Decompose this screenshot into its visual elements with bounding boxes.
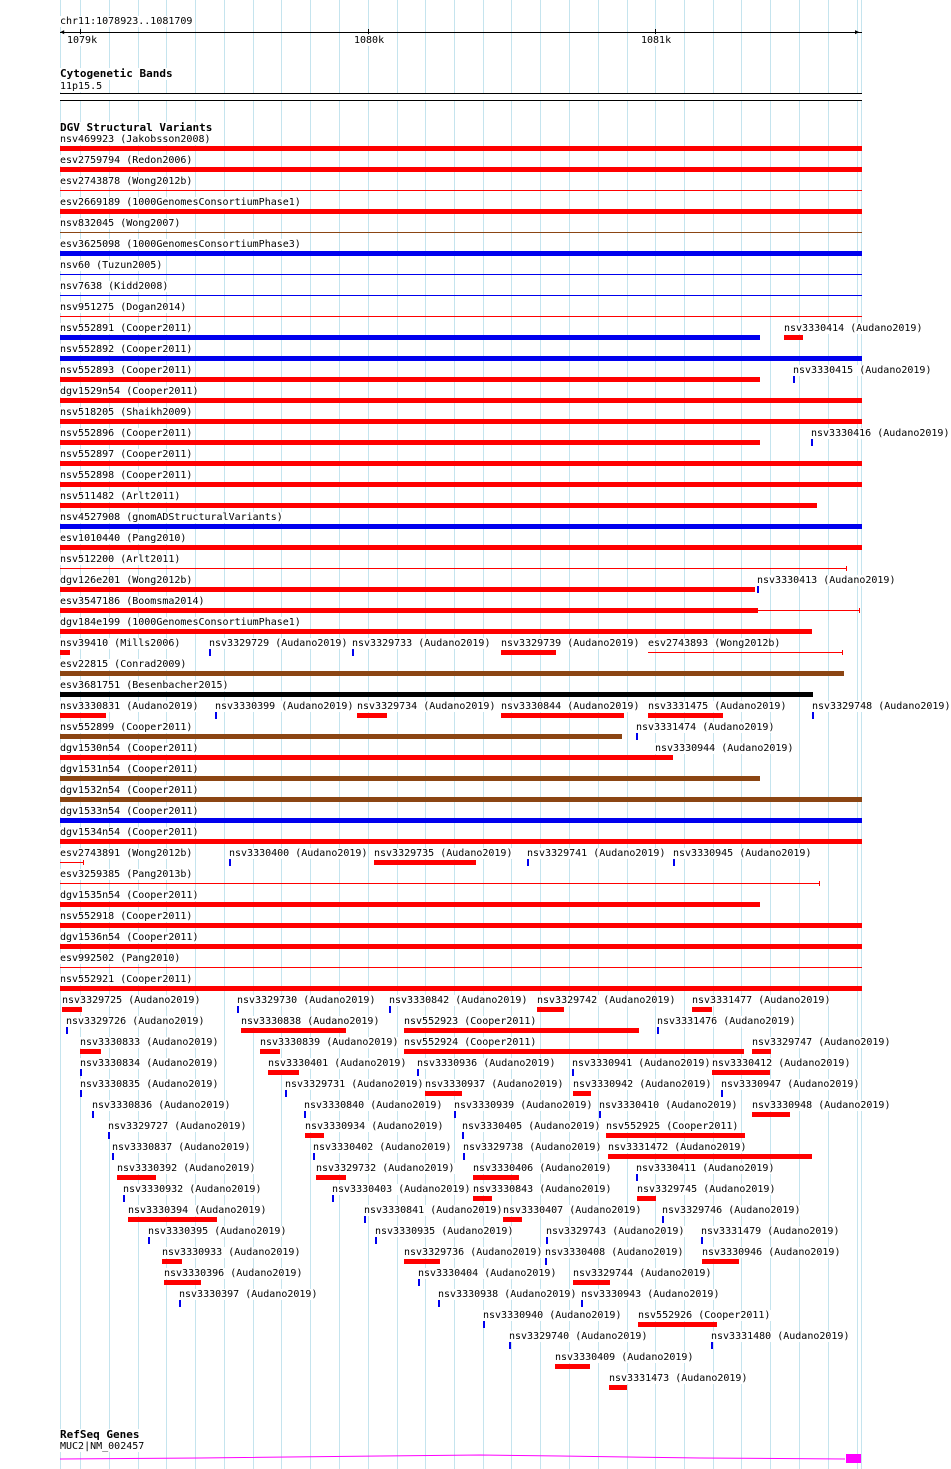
variant-bar[interactable]: [60, 316, 862, 317]
grid-line: [857, 0, 858, 1469]
variant-label[interactable]: nsv511482 (Arlt2011): [60, 491, 181, 502]
variant-label[interactable]: esv3625098 (1000GenomesConsortiumPhase3): [60, 239, 301, 250]
variant-bar[interactable]: [60, 755, 673, 760]
variant-bar[interactable]: [418, 1279, 420, 1286]
variant-label[interactable]: nsv3330942 (Audano2019): [573, 1079, 712, 1090]
variant-bar[interactable]: [793, 376, 795, 383]
variant-label[interactable]: nsv4527908 (gnomADStructuralVariants): [60, 512, 283, 523]
variant-label[interactable]: nsv3330935 (Audano2019): [375, 1226, 514, 1237]
dgv-track-title[interactable]: DGV Structural Variants: [60, 121, 213, 134]
variant-bar[interactable]: [66, 1027, 68, 1034]
grid-line: [861, 0, 862, 1469]
variant-bar[interactable]: [473, 1175, 519, 1180]
variant-label[interactable]: nsv3330401 (Audano2019): [268, 1058, 407, 1069]
variant-label[interactable]: nsv3331479 (Audano2019): [701, 1226, 840, 1237]
variant-label[interactable]: dgv1533n54 (Cooper2011): [60, 806, 199, 817]
variant-bar[interactable]: [62, 1007, 82, 1012]
variant-bar[interactable]: [60, 650, 70, 655]
variant-label[interactable]: esv2669189 (1000GenomesConsortiumPhase1): [60, 197, 301, 208]
variant-bar[interactable]: [209, 649, 211, 656]
variant-bar[interactable]: [112, 1153, 114, 1160]
variant-label[interactable]: nsv3330934 (Audano2019): [305, 1121, 444, 1132]
variant-bar[interactable]: [545, 1258, 547, 1265]
variant-bar[interactable]: [462, 1132, 464, 1139]
variant-bar[interactable]: [164, 1280, 201, 1285]
variant-bar[interactable]: [241, 1028, 346, 1033]
variant-label[interactable]: dgv184e199 (1000GenomesConsortiumPhase1): [60, 617, 301, 628]
variant-label[interactable]: dgv1532n54 (Cooper2011): [60, 785, 199, 796]
variant-label[interactable]: nsv3329743 (Audano2019): [546, 1226, 685, 1237]
variant-bar[interactable]: [285, 1090, 287, 1097]
variant-label[interactable]: dgv126e201 (Wong2012b): [60, 575, 193, 586]
variant-label[interactable]: nsv3330395 (Audano2019): [148, 1226, 287, 1237]
variant-label[interactable]: nsv3329739 (Audano2019): [501, 638, 640, 649]
variant-label[interactable]: nsv3330839 (Audano2019): [260, 1037, 399, 1048]
variant-bar[interactable]: [758, 610, 860, 611]
variant-label[interactable]: nsv552918 (Cooper2011): [60, 911, 193, 922]
variant-bar[interactable]: [60, 629, 812, 634]
variant-bar[interactable]: [60, 461, 862, 466]
variant-bar[interactable]: [404, 1028, 639, 1033]
variant-label[interactable]: nsv39410 (Mills2006): [60, 638, 181, 649]
variant-label[interactable]: nsv3330843 (Audano2019): [473, 1184, 612, 1195]
variant-label[interactable]: nsv3330844 (Audano2019): [501, 701, 640, 712]
variant-label[interactable]: nsv3330402 (Audano2019): [313, 1142, 452, 1153]
variant-bar[interactable]: [60, 671, 844, 676]
variant-label[interactable]: nsv3330842 (Audano2019): [389, 995, 528, 1006]
ruler-tick: [80, 29, 81, 34]
variant-label[interactable]: nsv3330392 (Audano2019): [117, 1163, 256, 1174]
variant-label[interactable]: nsv832045 (Wong2007): [60, 218, 181, 229]
variant-bar[interactable]: [692, 1007, 712, 1012]
variant-bar[interactable]: [316, 1175, 346, 1180]
variant-bar[interactable]: [237, 1006, 239, 1013]
variant-bar[interactable]: [60, 190, 862, 191]
variant-label[interactable]: esv1010440 (Pang2010): [60, 533, 187, 544]
variant-label[interactable]: nsv3330837 (Audano2019): [112, 1142, 251, 1153]
variant-label[interactable]: esv3547186 (Boomsma2014): [60, 596, 205, 607]
ruler-axis: [60, 32, 862, 33]
variant-label[interactable]: nsv3329746 (Audano2019): [662, 1205, 801, 1216]
variant-label[interactable]: nsv3330410 (Audano2019): [599, 1100, 738, 1111]
variant-bar[interactable]: [80, 1049, 101, 1054]
variant-bar[interactable]: [179, 1300, 181, 1307]
variant-bar[interactable]: [657, 1027, 659, 1034]
variant-bar[interactable]: [701, 1237, 703, 1244]
variant-label[interactable]: nsv3330405 (Audano2019): [462, 1121, 601, 1132]
ruler-tick: [368, 29, 369, 34]
variant-bar[interactable]: [60, 209, 862, 214]
variant-bar[interactable]: [638, 1322, 717, 1327]
variant-label[interactable]: nsv60 (Tuzun2005): [60, 260, 163, 271]
variant-bar[interactable]: [527, 859, 529, 866]
variant-bar[interactable]: [483, 1321, 485, 1328]
cytoband-label: 11p15.5: [60, 81, 103, 92]
variant-bar[interactable]: [374, 860, 476, 865]
variant-label[interactable]: nsv3330400 (Audano2019): [229, 848, 368, 859]
variant-bar[interactable]: [357, 713, 387, 718]
variant-bar[interactable]: [60, 274, 862, 275]
variant-bar[interactable]: [60, 944, 862, 949]
variant-label[interactable]: nsv3330943 (Audano2019): [581, 1289, 720, 1300]
variant-bar[interactable]: [438, 1300, 440, 1307]
variant-bar[interactable]: [711, 1342, 713, 1349]
variant-label[interactable]: nsv3331476 (Audano2019): [657, 1016, 796, 1027]
variant-bar[interactable]: [599, 1111, 601, 1118]
gene-intron-line: [60, 1455, 845, 1459]
variant-label[interactable]: nsv552897 (Cooper2011): [60, 449, 193, 460]
variant-bar[interactable]: [60, 146, 862, 151]
variant-bar[interactable]: [60, 967, 862, 968]
variant-end-cap: [819, 881, 820, 886]
variant-bar[interactable]: [655, 755, 673, 760]
variant-label[interactable]: nsv3330838 (Audano2019): [241, 1016, 380, 1027]
variant-label[interactable]: nsv3330396 (Audano2019): [164, 1268, 303, 1279]
variant-label[interactable]: nsv3330409 (Audano2019): [555, 1352, 694, 1363]
variant-label[interactable]: nsv3330944 (Audano2019): [655, 743, 794, 754]
variant-bar[interactable]: [215, 712, 217, 719]
variant-label[interactable]: nsv3329734 (Audano2019): [357, 701, 496, 712]
variant-label[interactable]: nsv552899 (Cooper2011): [60, 722, 193, 733]
variant-label[interactable]: nsv3330941 (Audano2019): [572, 1058, 711, 1069]
variant-label[interactable]: nsv3329729 (Audano2019): [209, 638, 348, 649]
variant-label[interactable]: nsv3330933 (Audano2019): [162, 1247, 301, 1258]
variant-bar[interactable]: [637, 1196, 656, 1201]
variant-bar[interactable]: [229, 859, 231, 866]
variant-bar[interactable]: [752, 1049, 771, 1054]
variant-label[interactable]: dgv1531n54 (Cooper2011): [60, 764, 199, 775]
variant-bar[interactable]: [662, 1216, 664, 1223]
variant-label[interactable]: nsv3329727 (Audano2019): [108, 1121, 247, 1132]
variant-label[interactable]: nsv3330840 (Audano2019): [304, 1100, 443, 1111]
variant-label[interactable]: nsv3331475 (Audano2019): [648, 701, 787, 712]
variant-bar[interactable]: [721, 1090, 723, 1097]
variant-label[interactable]: nsv552892 (Cooper2011): [60, 344, 193, 355]
variant-bar[interactable]: [555, 1364, 590, 1369]
variant-label[interactable]: nsv3330411 (Audano2019): [636, 1163, 775, 1174]
variant-label[interactable]: nsv3329732 (Audano2019): [316, 1163, 455, 1174]
variant-bar[interactable]: [546, 1237, 548, 1244]
variant-label[interactable]: nsv3330831 (Audano2019): [60, 701, 199, 712]
variant-label[interactable]: dgv1530n54 (Cooper2011): [60, 743, 199, 754]
variant-bar[interactable]: [648, 652, 843, 653]
variant-label[interactable]: nsv3329736 (Audano2019): [404, 1247, 543, 1258]
variant-label[interactable]: nsv3331480 (Audano2019): [711, 1331, 850, 1342]
variant-bar[interactable]: [425, 1091, 462, 1096]
variant-label[interactable]: nsv3330403 (Audano2019): [332, 1184, 471, 1195]
variant-label[interactable]: nsv552924 (Cooper2011): [404, 1037, 537, 1048]
variant-label[interactable]: nsv3329747 (Audano2019): [752, 1037, 891, 1048]
variant-label[interactable]: nsv3330412 (Audano2019): [712, 1058, 851, 1069]
variant-label[interactable]: esv2759794 (Redon2006): [60, 155, 193, 166]
ruler-tick-label: 1079k: [67, 35, 98, 46]
variant-label[interactable]: nsv3329731 (Audano2019): [285, 1079, 424, 1090]
variant-bar[interactable]: [501, 713, 624, 718]
variant-bar[interactable]: [60, 356, 862, 361]
variant-bar[interactable]: [573, 1280, 610, 1285]
variant-label[interactable]: nsv3330835 (Audano2019): [80, 1079, 219, 1090]
variant-label[interactable]: nsv3330404 (Audano2019): [418, 1268, 557, 1279]
variant-bar[interactable]: [313, 1153, 315, 1160]
variant-label[interactable]: nsv3330415 (Audano2019): [793, 365, 932, 376]
variant-label[interactable]: nsv3330937 (Audano2019): [425, 1079, 564, 1090]
variant-bar[interactable]: [352, 649, 354, 656]
variant-label[interactable]: nsv469923 (Jakobsson2008): [60, 134, 211, 145]
variant-bar[interactable]: [60, 398, 862, 403]
variant-bar[interactable]: [608, 1154, 812, 1159]
variant-bar[interactable]: [60, 419, 862, 424]
variant-label[interactable]: nsv3330932 (Audano2019): [123, 1184, 262, 1195]
variant-label[interactable]: nsv3331472 (Audano2019): [608, 1142, 747, 1153]
variant-label[interactable]: nsv552896 (Cooper2011): [60, 428, 193, 439]
variant-label[interactable]: esv2743893 (Wong2012b): [648, 638, 781, 649]
variant-bar[interactable]: [60, 797, 862, 802]
variant-bar[interactable]: [537, 1007, 564, 1012]
variant-label[interactable]: nsv552898 (Cooper2011): [60, 470, 193, 481]
variant-bar[interactable]: [375, 1237, 377, 1244]
variant-label[interactable]: esv2743878 (Wong2012b): [60, 176, 193, 187]
variant-bar[interactable]: [162, 1259, 182, 1264]
variant-end-cap: [83, 860, 84, 865]
cytoband-bar[interactable]: [60, 93, 862, 101]
variant-bar[interactable]: [609, 1385, 627, 1390]
variant-bar[interactable]: [712, 1070, 770, 1075]
variant-bar[interactable]: [60, 482, 862, 487]
variant-label[interactable]: nsv3329742 (Audano2019): [537, 995, 676, 1006]
variant-bar[interactable]: [128, 1217, 217, 1222]
variant-label[interactable]: nsv3330946 (Audano2019): [702, 1247, 841, 1258]
variant-bar[interactable]: [148, 1237, 150, 1244]
variant-label[interactable]: nsv3330407 (Audano2019): [503, 1205, 642, 1216]
variant-bar[interactable]: [80, 1069, 82, 1076]
variant-label[interactable]: esv3259385 (Pang2013b): [60, 869, 193, 880]
variant-label[interactable]: dgv1535n54 (Cooper2011): [60, 890, 199, 901]
variant-bar[interactable]: [60, 713, 106, 718]
ruler-tick-label: 1080k: [354, 35, 385, 46]
variant-label[interactable]: nsv3330414 (Audano2019): [784, 323, 923, 334]
variant-label[interactable]: nsv3329725 (Audano2019): [62, 995, 201, 1006]
variant-bar[interactable]: [509, 1342, 511, 1349]
variant-bar[interactable]: [473, 1196, 492, 1201]
variant-bar[interactable]: [60, 986, 862, 991]
variant-label[interactable]: nsv3330834 (Audano2019): [80, 1058, 219, 1069]
variant-bar[interactable]: [92, 1111, 94, 1118]
variant-bar[interactable]: [389, 1006, 391, 1013]
variant-bar[interactable]: [60, 776, 760, 781]
variant-bar[interactable]: [673, 859, 675, 866]
variant-bar[interactable]: [332, 1195, 334, 1202]
variant-bar[interactable]: [784, 335, 803, 340]
variant-label[interactable]: nsv3329735 (Audano2019): [374, 848, 513, 859]
variant-label[interactable]: nsv552921 (Cooper2011): [60, 974, 193, 985]
variant-end-cap: [842, 650, 843, 655]
gene-label[interactable]: MUC2|NM_002457: [60, 1441, 145, 1452]
variant-bar[interactable]: [117, 1175, 156, 1180]
variant-label[interactable]: nsv3330947 (Audano2019): [721, 1079, 860, 1090]
variant-bar[interactable]: [304, 1111, 306, 1118]
variant-bar[interactable]: [60, 818, 862, 823]
variant-label[interactable]: nsv3331473 (Audano2019): [609, 1373, 748, 1384]
variant-bar[interactable]: [581, 1300, 583, 1307]
variant-label[interactable]: nsv552923 (Cooper2011): [404, 1016, 537, 1027]
variant-label[interactable]: nsv3329730 (Audano2019): [237, 995, 376, 1006]
gene-exon: [846, 1454, 861, 1463]
variant-label[interactable]: nsv3330948 (Audano2019): [752, 1100, 891, 1111]
ruler-tick: [655, 29, 656, 34]
variant-label[interactable]: nsv3330833 (Audano2019): [80, 1037, 219, 1048]
variant-bar[interactable]: [454, 1111, 456, 1118]
variant-bar[interactable]: [60, 568, 847, 569]
ruler-right-arrow-icon: ▶: [855, 28, 860, 36]
variant-bar[interactable]: [60, 377, 760, 382]
variant-bar[interactable]: [503, 1217, 522, 1222]
variant-label[interactable]: nsv3329748 (Audano2019): [812, 701, 951, 712]
variant-label[interactable]: nsv518205 (Shaikh2009): [60, 407, 193, 418]
variant-bar[interactable]: [364, 1216, 366, 1223]
variant-bar[interactable]: [260, 1049, 280, 1054]
variant-bar[interactable]: [702, 1259, 739, 1264]
variant-label[interactable]: nsv3330836 (Audano2019): [92, 1100, 231, 1111]
variant-label[interactable]: nsv3330413 (Audano2019): [757, 575, 896, 586]
variant-bar[interactable]: [60, 608, 758, 613]
variant-label[interactable]: nsv3330397 (Audano2019): [179, 1289, 318, 1300]
ruler-tick-label: 1081k: [641, 35, 672, 46]
variant-label[interactable]: nsv3330940 (Audano2019): [483, 1310, 622, 1321]
variant-bar[interactable]: [60, 734, 622, 739]
variant-label[interactable]: nsv7638 (Kidd2008): [60, 281, 169, 292]
variant-label[interactable]: dgv1536n54 (Cooper2011): [60, 932, 199, 943]
variant-label[interactable]: esv2743891 (Wong2012b): [60, 848, 193, 859]
variant-label[interactable]: nsv3329741 (Audano2019): [527, 848, 666, 859]
variant-bar[interactable]: [404, 1049, 744, 1054]
variant-end-cap: [859, 608, 860, 613]
variant-bar[interactable]: [108, 1132, 110, 1139]
variant-bar[interactable]: [636, 733, 638, 740]
variant-label[interactable]: nsv951275 (Dogan2014): [60, 302, 187, 313]
variant-bar[interactable]: [60, 692, 813, 697]
variant-bar[interactable]: [305, 1133, 324, 1138]
variant-bar[interactable]: [417, 1069, 419, 1076]
variant-bar[interactable]: [123, 1195, 125, 1202]
variant-label[interactable]: nsv3329744 (Audano2019): [573, 1268, 712, 1279]
variant-label[interactable]: nsv3329740 (Audano2019): [509, 1331, 648, 1342]
variant-label[interactable]: nsv3330841 (Audano2019): [364, 1205, 503, 1216]
variant-bar[interactable]: [60, 251, 862, 256]
variant-bar[interactable]: [404, 1259, 440, 1264]
variant-label[interactable]: nsv3331477 (Audano2019): [692, 995, 831, 1006]
variant-bar[interactable]: [811, 439, 813, 446]
variant-label[interactable]: nsv3330399 (Audano2019): [215, 701, 354, 712]
variant-bar[interactable]: [60, 167, 862, 172]
variant-bar[interactable]: [572, 1069, 574, 1076]
variant-bar[interactable]: [636, 1174, 638, 1181]
variant-label[interactable]: esv3681751 (Besenbacher2015): [60, 680, 229, 691]
variant-bar[interactable]: [60, 839, 862, 844]
variant-label[interactable]: nsv3330406 (Audano2019): [473, 1163, 612, 1174]
variant-label[interactable]: dgv1529n54 (Cooper2011): [60, 386, 199, 397]
variant-bar[interactable]: [60, 295, 862, 296]
variant-label[interactable]: nsv3330394 (Audano2019): [128, 1205, 267, 1216]
variant-label[interactable]: nsv552891 (Cooper2011): [60, 323, 193, 334]
variant-bar[interactable]: [60, 883, 820, 884]
variant-bar[interactable]: [463, 1153, 465, 1160]
variant-label[interactable]: nsv3330939 (Audano2019): [454, 1100, 593, 1111]
variant-bar[interactable]: [60, 923, 862, 928]
variant-bar[interactable]: [501, 650, 556, 655]
variant-label[interactable]: esv992502 (Pang2010): [60, 953, 181, 964]
variant-label[interactable]: nsv3330945 (Audano2019): [673, 848, 812, 859]
variant-label[interactable]: nsv3331474 (Audano2019): [636, 722, 775, 733]
variant-bar[interactable]: [60, 524, 862, 529]
variant-bar[interactable]: [812, 712, 814, 719]
variant-bar[interactable]: [60, 503, 817, 508]
variant-bar[interactable]: [60, 862, 84, 863]
variant-bar[interactable]: [60, 545, 862, 550]
variant-label[interactable]: nsv3329745 (Audano2019): [637, 1184, 776, 1195]
variant-label[interactable]: nsv552926 (Cooper2011): [638, 1310, 771, 1321]
variant-label[interactable]: dgv1534n54 (Cooper2011): [60, 827, 199, 838]
variant-label[interactable]: nsv552925 (Cooper2011): [606, 1121, 739, 1132]
gene-model[interactable]: [0, 1450, 890, 1466]
cytoband-track-title[interactable]: Cytogenetic Bands: [60, 67, 173, 80]
variant-bar[interactable]: [757, 586, 759, 593]
variant-label[interactable]: nsv512200 (Arlt2011): [60, 554, 181, 565]
variant-label[interactable]: nsv3330408 (Audano2019): [545, 1247, 684, 1258]
variant-bar[interactable]: [648, 713, 723, 718]
variant-bar[interactable]: [60, 440, 760, 445]
variant-label[interactable]: nsv3330936 (Audano2019): [417, 1058, 556, 1069]
variant-bar[interactable]: [60, 335, 760, 340]
variant-bar[interactable]: [606, 1133, 745, 1138]
variant-bar[interactable]: [80, 1090, 82, 1097]
variant-label[interactable]: esv22815 (Conrad2009): [60, 659, 187, 670]
variant-end-cap: [846, 566, 847, 571]
variant-bar[interactable]: [752, 1112, 790, 1117]
variant-bar[interactable]: [60, 587, 755, 592]
refseq-track-title[interactable]: RefSeq Genes: [60, 1428, 140, 1441]
ruler-left-arrow-icon: ◀: [60, 28, 65, 36]
variant-bar[interactable]: [573, 1091, 591, 1096]
variant-bar[interactable]: [268, 1070, 299, 1075]
variant-bar[interactable]: [60, 232, 862, 233]
variant-label[interactable]: nsv3330416 (Audano2019): [811, 428, 950, 439]
variant-label[interactable]: nsv3329733 (Audano2019): [352, 638, 491, 649]
position-readout: chr11:1078923..1081709: [60, 16, 193, 27]
variant-label[interactable]: nsv3329726 (Audano2019): [66, 1016, 205, 1027]
variant-label[interactable]: nsv3329738 (Audano2019): [463, 1142, 602, 1153]
variant-bar[interactable]: [60, 902, 760, 907]
variant-label[interactable]: nsv3330938 (Audano2019): [438, 1289, 577, 1300]
variant-label[interactable]: nsv552893 (Cooper2011): [60, 365, 193, 376]
